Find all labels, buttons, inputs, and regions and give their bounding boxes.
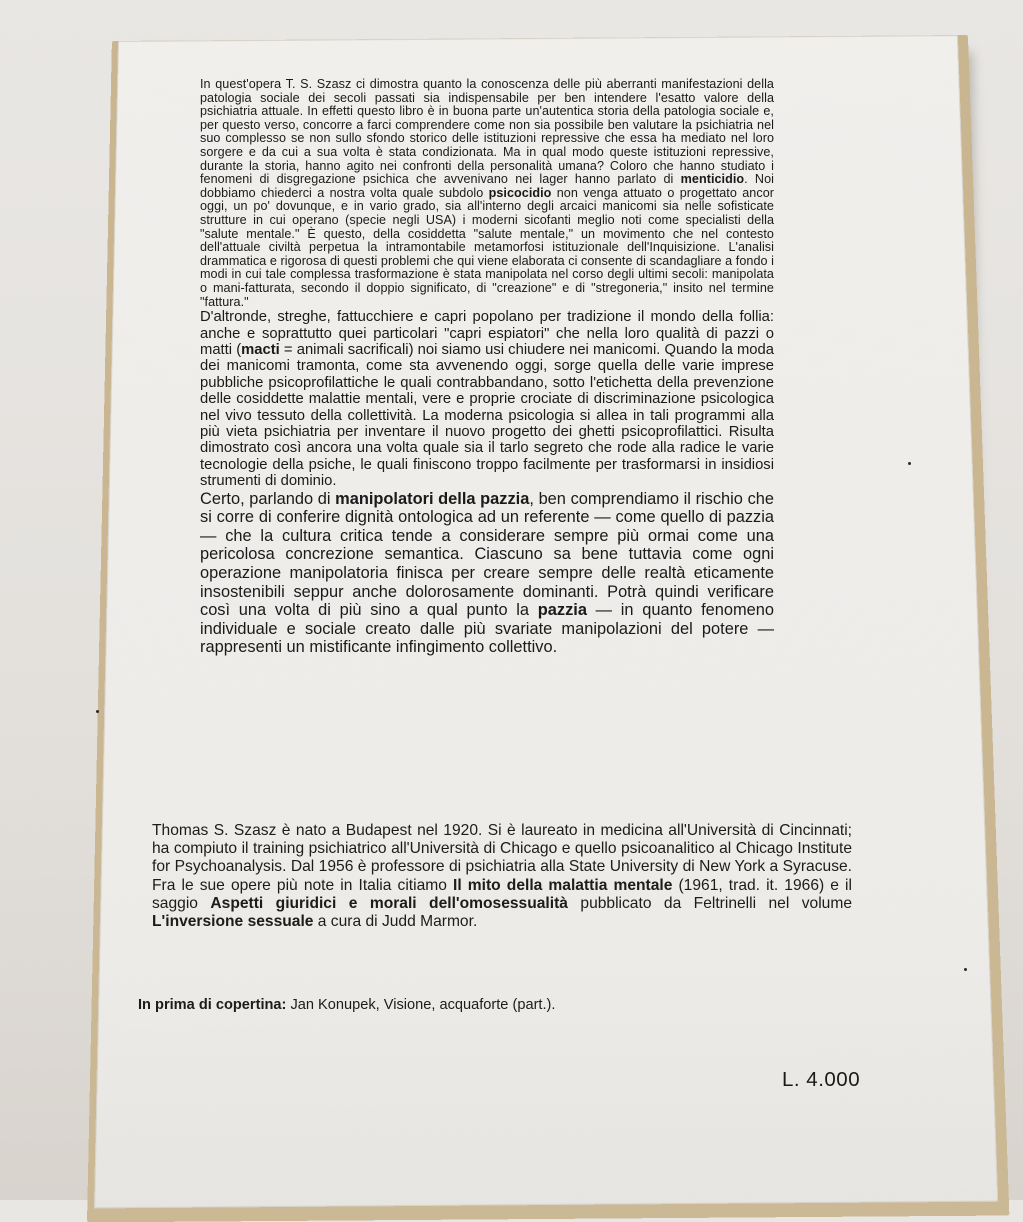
bold-term-macti: macti	[241, 341, 280, 358]
dust-speck	[908, 462, 911, 465]
bio-text: Thomas S. Szasz è nato a Budapest nel 1920. Si è laureato in medicina all'Università di Cincinnati; ha compiuto il training psichiatrico all'Università di Chicago e quello psicoanalitico al Chicago Institute for Psychoanalysis. Dal 1956 è professore di psichiatria alla State University di New York a Syracuse. Fra le sue opere più note in Italia citiamo	[152, 822, 852, 894]
blurb-paragraph	[200, 309, 774, 489]
blurb-line: non venga attuato o progettato ancor oggi, un po' dovunque, e in vario grado, sia all'interno degli arcaici manicomi sia nelle sofisticate strutture in cui operano (specie negli USA) i moderni sicofanti meglio noti come specialisti della "salute mentale." È questo, della cosiddetta "salute mentale," un movimento che nel contesto dell'attuale civiltà perpetua la intramontabile metamorfosi istituzionale dell'Inquisizione.	[200, 185, 774, 255]
bold-term-pazzia: pazzia	[537, 601, 587, 620]
blurb-line: L'analisi drammatica e rigorosa di questi problemi che qui viene elaborata ci consente di scandagliare a fondo i modi in cui tale complessa trasformazione è stata manipolata nel corso degli ultimi secoli: manipolata o mani-fatturata, secondo il doppio significato, di "creazione" e di "stregoneria," insito nel termine "fattura."	[200, 240, 774, 309]
credit-label: In prima di copertina:	[138, 997, 287, 1013]
bold-term-manipolatori: manipolatori della pazzia	[335, 489, 530, 508]
blurb-line: = animali sacrificali) noi siamo usi chiudere nei manicomi. Quando la moda dei manicomi tramonta, come sta avvenendo oggi, sorge quella delle varie imprese pubbliche psicoprofilattiche le quali contrabbandano, sotto l'etichetta della prevenzione delle cosiddette malattie mentali, vere e proprie crociate di discriminazione psicologica nel vivo tessuto della collettività. La moderna psicologia si allea in tali programmi alla più vieta psichiatria per inventare il nuovo progetto dei ghetti psicoprofilattici. Risulta dimostrato così ancora una volta quale sia il tarlo segreto che rode alla radice le varie tecnologie della psiche, le quali finiscono troppo facilmente per trasformarsi in insidiosi strumenti di dominio.	[200, 341, 774, 490]
bio-text: pubblicato da Feltrinelli nel volume	[567, 894, 852, 912]
cover-credit	[138, 996, 838, 1014]
blurb-line: D'altronde, streghe, fattucchiere e capri popolano per tradizione il mondo della follia: anche e soprattutto quei particolari "capri espiatori" che nella loro qualità di pazzi o matti (	[200, 309, 774, 358]
book-title: L'inversione sessuale	[152, 913, 314, 931]
book-title: Aspetti giuridici e morali dell'omosessualità	[210, 894, 568, 912]
blurb-line: Certo, parlando di	[200, 489, 336, 508]
book-title: Il mito della malattia mentale	[453, 876, 673, 894]
blurb-line: — in quanto fenomeno individuale e sociale creato dalle più svariate manipolazioni del potere — rappresenti un mistificante infingimento collettivo.	[200, 601, 774, 657]
blurb-line: . Noi dobbiamo chiederci a nostra volta quale subdolo	[200, 172, 774, 200]
bold-term-psicocidio: psicocidio	[488, 185, 552, 200]
dust-speck	[96, 710, 99, 713]
dust-speck	[964, 968, 967, 971]
bio-text: (1961, trad. it. 1966) e il saggio	[152, 876, 852, 912]
blurb-paragraph	[200, 490, 774, 657]
credit-text: Jan Konupek, Visione, acquaforte (part.).	[286, 997, 556, 1013]
blurb-line: , ben comprendiamo il rischio che si corre di conferire dignità ontologica ad un referente — come quello di pazzia — che la cultura critica tende a considerare sempre più ormai come una pericolosa concrezione semantica. Ciascuno sa bene tuttavia come ogni operazione manipolatoria finisca per creare sempre delle realtà eticamente insostenibili seppur anche dolorosamente dominanti. Potrà quindi verificare così una volta di più sino a qual punto la	[200, 489, 775, 620]
blurb-line: In quest'opera T. S. Szasz ci dimostra quanto la conoscenza delle più aberranti manifestazioni della patologia sociale dei secoli passati sia indispensabile per ben intendere l'esatto valore della psichiatria attuale. In effetti questo libro è in buona parte un'autentica storia della patologia sociale e, per questo verso, concorre a farci comprendere come non sia possibile ben valutare la psichiatria nel suo complesso se non sullo sfondo storico delle istituzioni repressive che essa ha mediato nel loro sorgere e da cui a sua volta è stata condizionata.	[200, 77, 774, 159]
author-bio	[152, 822, 852, 931]
bold-term-menticidio: menticidio	[680, 172, 745, 187]
price-label: L. 4.000	[782, 1068, 861, 1091]
blurb-line: Ma in qual modo queste istituzioni repressive, durante la storia, hanno agito nei confronti della personalità umana? Coloro che hanno studiato i fenomeni di disgregazione psichica che avvenivano nei lager hanno parlato di	[200, 144, 774, 187]
blurb-paragraph	[200, 78, 774, 309]
bio-text: a cura di Judd Marmor.	[313, 913, 478, 931]
blurb-text	[200, 78, 774, 657]
